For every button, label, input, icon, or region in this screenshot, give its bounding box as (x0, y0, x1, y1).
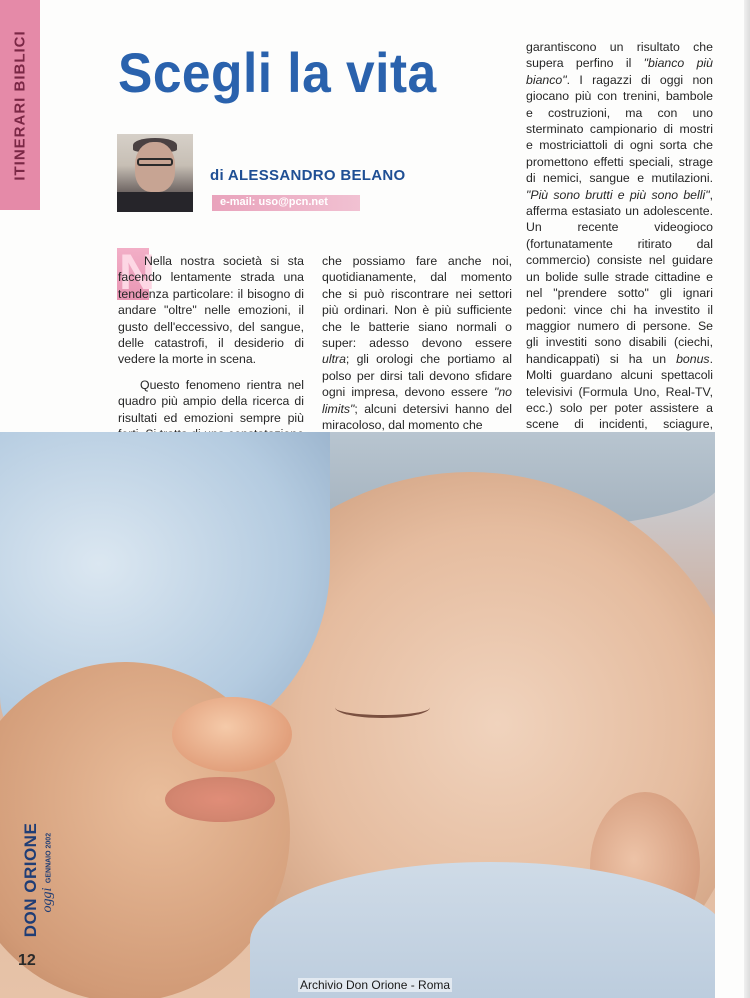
paragraph: garantiscono un risultato che supera perfino il "bianco più bianco". I ragazzi di oggi non giocano più con trenini, bambole e costruzioni, ma con uno sterminato campionario di mostri e mostriciattoli di ogni sorta che promettono effetti speciali, strage di nemici, sangue e mutilazioni. "Più sono brutti e più sono belli", afferma estasiato un adolescente. Un recente videogioco (fortunatamente ritirato dal commercio) consiste nel guidare un bolide sulle strade cittadine e nel "prendere sotto" gli ignari pedoni: vince chi ha investito il maggior numero di persone. Se gli investiti sono disabili (ciechi, handicappati) si ha un bonus. Molti guardano alcuni spettacoli televisivi (Formula Uno, Real-TV, ecc.) solo per poter assistere a scene di incidenti, sciagure, (526, 40, 713, 432)
masthead-oggi: oggi (40, 887, 55, 913)
author-photo (117, 134, 193, 212)
paragraph: Nella nostra società si sta facendo lentamente strada una tendenza particolare: il bisogno di andare "oltre" nelle emozioni, il gusto dell'eccessivo, del sangue, delle catastrofi, il desiderio di vedere la morte in scena. (118, 254, 304, 367)
text-column-1 (118, 253, 304, 442)
archive-caption: Archivio Don Orione - Roma (300, 978, 451, 992)
article-title: Scegli la vita (118, 41, 437, 104)
masthead-name: DON ORIONE (21, 822, 40, 938)
page-number: 12 (18, 952, 36, 969)
paragraph: che possiamo fare anche noi, quotidianamente, dal momento che si può riscontrare nei settori più ordinari. Non è più sufficiente che le batterie siano normali o super: adesso devono essere ultra; gli orologi che portiamo al polso per dirsi tali devono sfidare ogni impresa, devono essere "no limits"; alcuni detersivi hanno del miracoloso, dal momento che (322, 254, 512, 433)
baby-photo (0, 432, 715, 998)
paragraph: Questo fenomeno rientra nel quadro più ampio della ricerca di risultati ed emozioni sempre più (118, 377, 304, 425)
page-edge (744, 0, 750, 998)
dropcap-letter: N (119, 244, 156, 300)
text-column-2 (322, 253, 512, 433)
masthead-date: GENNAIO 2002 (45, 832, 53, 884)
author-byline: di ALESSANDRO BELANO (210, 167, 406, 184)
author-email: e-mail: uso@pcn.net (220, 196, 328, 208)
section-label: ITINERARI BIBLICI (11, 29, 29, 181)
